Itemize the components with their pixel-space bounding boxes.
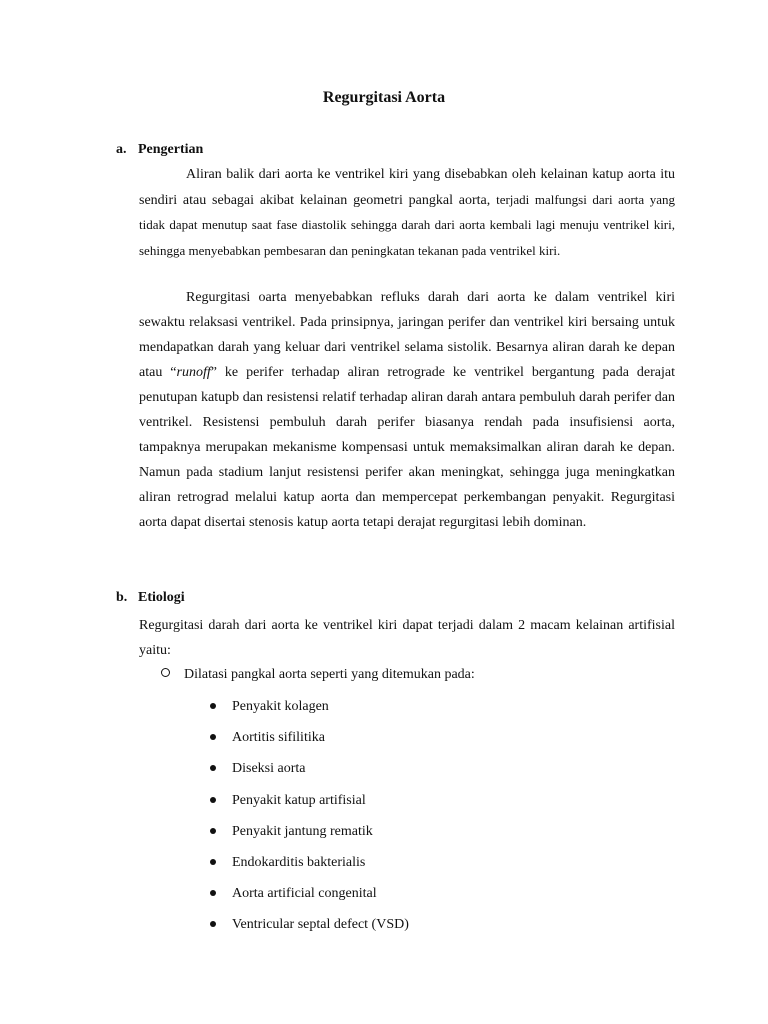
hollow-circle-bullet-icon — [161, 668, 170, 677]
list-item-text: Penyakit kolagen — [232, 699, 329, 714]
bullet-dot-icon — [210, 734, 216, 740]
list-item-text: Penyakit jantung rematik — [232, 823, 373, 839]
definition-paragraph-1-main: Aliran balik dari aorta ke ventrikel kiri yang disebabkan oleh kelainan katup aorta itu sendiri atau sebagai akibat kelainan geometri pangkal aorta, — [139, 167, 675, 208]
list-item — [207, 915, 409, 946]
bullet-dot-icon — [210, 859, 216, 865]
section-b-heading — [116, 589, 316, 607]
bullet-dot-icon — [210, 890, 216, 896]
list-item — [207, 759, 409, 790]
bullet-dot-icon — [210, 921, 216, 927]
section-a-title: Pengertian — [138, 142, 204, 157]
bullet-dot-icon — [210, 765, 216, 771]
list-item — [207, 884, 409, 915]
etiology-sub-item-text: Dilatasi pangkal aorta seperti yang ditemukan pada: — [184, 667, 475, 682]
definition-paragraph-1 — [139, 163, 675, 264]
list-item — [207, 728, 409, 759]
definition-paragraph-2 — [139, 285, 675, 535]
etiology-intro-paragraph: Regurgitasi darah dari aorta ke ventrikel kiri dapat terjadi dalam 2 macam kelainan artifisial yaitu: — [139, 618, 675, 658]
list-item-text: Diseksi aorta — [232, 761, 306, 777]
list-item-text: Aortitis sifilitika — [232, 730, 325, 746]
list-item-text: Endokarditis bakterialis — [232, 854, 366, 870]
etiology-bullet-list — [207, 697, 409, 947]
list-item — [207, 853, 409, 884]
list-item — [207, 697, 409, 728]
bullet-dot-icon — [210, 797, 216, 803]
list-item-text: Aorta artificial congenital — [232, 886, 377, 902]
bullet-dot-icon — [210, 703, 216, 709]
list-item — [207, 822, 409, 853]
document-title: Regurgitasi Aorta — [322, 89, 446, 106]
bullet-dot-icon — [210, 828, 216, 834]
section-b-title: Etiologi — [138, 590, 185, 605]
etiology-sub-item — [161, 665, 475, 685]
list-item-text: Ventricular septal defect (VSD) — [232, 917, 409, 933]
runoff-term: runoff — [176, 365, 211, 380]
list-item-text: Penyakit katup artifisial — [232, 792, 366, 808]
section-b-marker: b. — [116, 590, 128, 605]
definition-paragraph-1-small: terjadi malfungsi dari aorta yang tidak dapat menutup saat fase diastolik sehingga darah dari aorta kembali lagi menuju ventrikel kiri, sehingga menyebabkan pembesaran dan peningkatan tekanan pada ventrikel kiri. — [139, 191, 675, 258]
section-a-heading — [116, 141, 316, 159]
definition-paragraph-2-after: ” ke perifer terhadap aliran retrograde ke ventrikel bergantung pada derajat penutupan katupb dan resistensi relatif terhadap aliran darah antara pembuluh darah perifer dan ventrikel. Resistensi pembuluh darah perifer biasanya rendah pada insufisiensi aorta, tampaknya merupakan mekanisme kompensasi untuk memaksimalkan aliran darah ke depan. Namun pada stadium lanjut resistensi perifer akan meningkat, sehingga juga meningkatkan aliran retrograd melalui katup aorta dan mempercepat perkembangan penyakit. Regurgitasi aorta dapat disertai stenosis katup aorta tetapi derajat regurgitasi lebih dominan. — [139, 365, 676, 530]
definition-paragraph-2-before: Regurgitasi oarta menyebabkan refluks darah dari aorta ke dalam ventrikel kiri sewaktu relaksasi ventrikel. Pada prinsipnya, jaringan perifer dan ventrikel kiri bersaing untuk mendapatkan darah yang keluar dari ventrikel selama sistolik. Besarnya aliran darah ke depan atau “ — [139, 290, 675, 380]
section-a-marker: a. — [116, 142, 127, 157]
list-item — [207, 791, 409, 822]
